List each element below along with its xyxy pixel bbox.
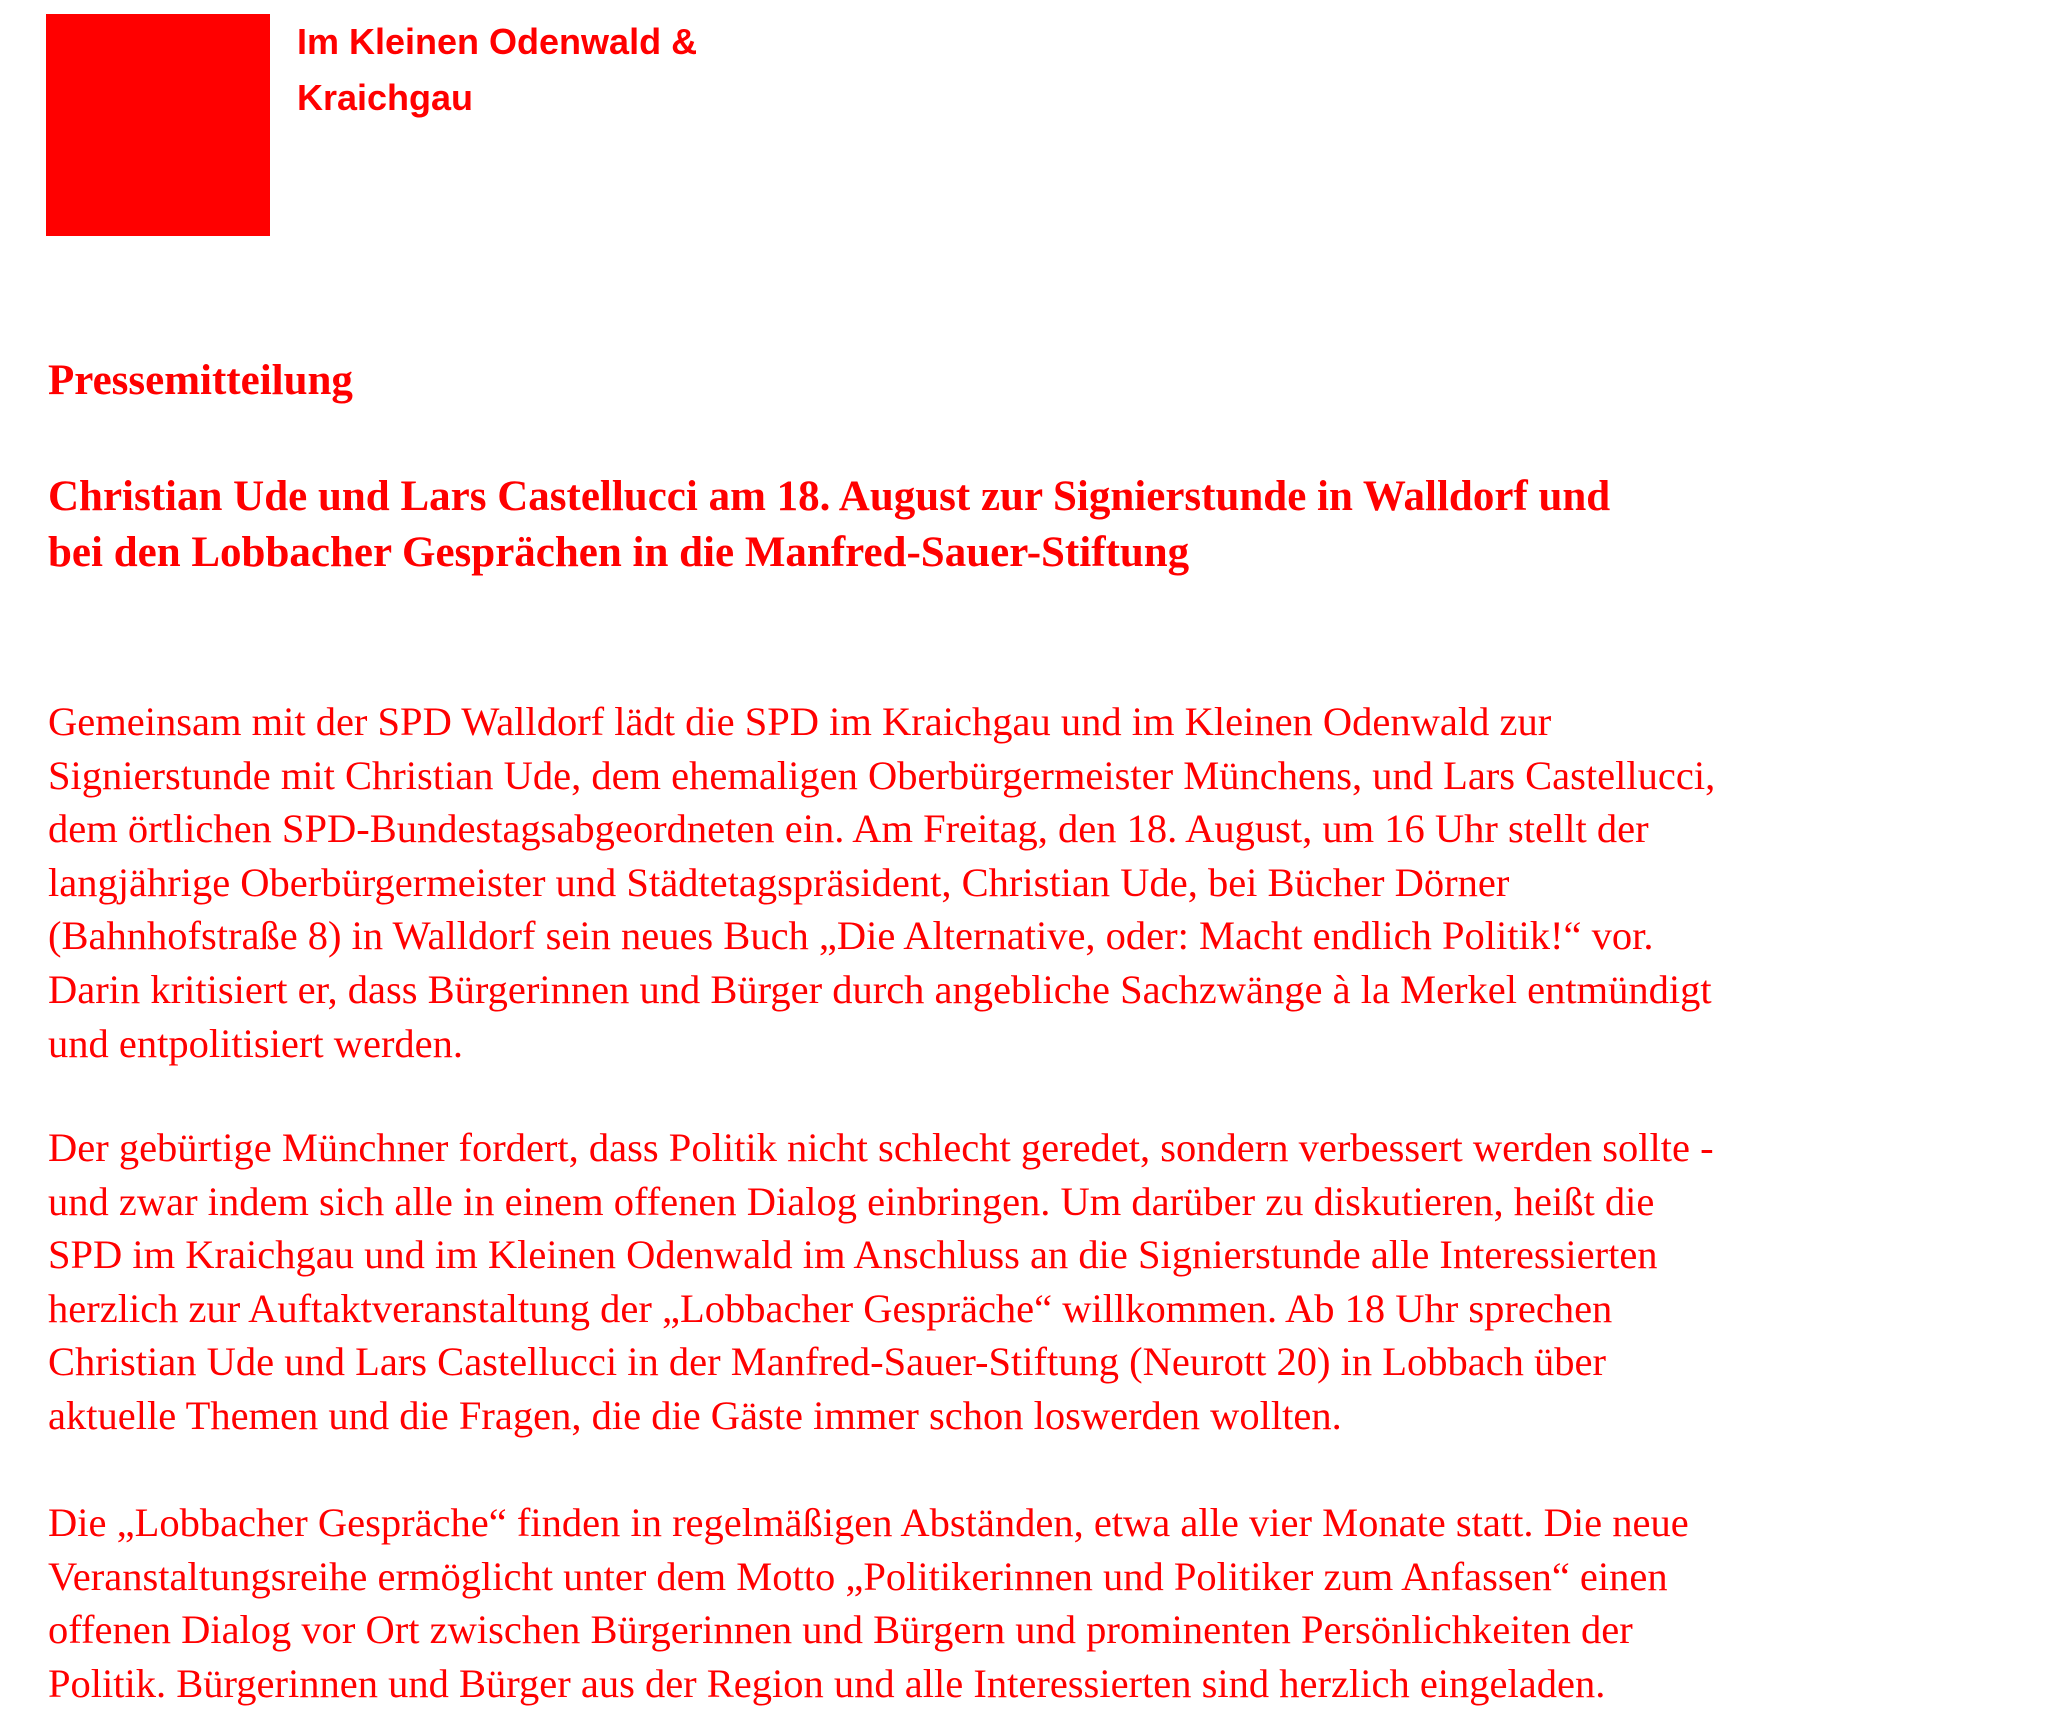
- paragraph-line: und entpolitisiert werden.: [48, 1020, 464, 1066]
- body-paragraph: [48, 1496, 1689, 1710]
- paragraph-line: Gemeinsam mit der SPD Walldorf lädt die SPD im Kraichgau und im Kleinen Odenwald zur: [48, 699, 1552, 744]
- headline-line: Christian Ude und Lars Castellucci am 18. August zur Signierstunde in Walldorf und: [48, 473, 1611, 520]
- paragraph-line: langjährige Oberbürgermeister und Städtetagspräsident, Christian Ude, bei Bücher Dörner: [48, 859, 1510, 905]
- organization-name-line: Im Kleinen Odenwald &: [297, 21, 698, 62]
- headline: [48, 469, 2008, 581]
- paragraph-line: dem örtlichen SPD-Bundestagsabgeordneten ein. Am Freitag, den 18. August, um 16 Uhr stellt der: [48, 806, 1649, 852]
- paragraph-line: SPD im Kraichgau und im Kleinen Odenwald im Anschluss an die Signierstunde alle Interessierten: [48, 1232, 1658, 1278]
- paragraph-line: herzlich zur Auftaktveranstaltung der „Lobbacher Gespräche“ willkommen. Ab 18 Uhr sprechen: [48, 1285, 1613, 1331]
- paragraph-line: Veranstaltungsreihe ermöglicht unter dem Motto „Politikerinnen und Politiker zum Anfassen“ einen: [48, 1553, 1668, 1599]
- paragraph-line: aktuelle Themen und die Fragen, die die Gäste immer schon loswerden wollten.: [48, 1392, 1342, 1438]
- press-release-label: Pressemitteilung: [48, 357, 353, 404]
- paragraph-line: Christian Ude und Lars Castellucci in der Manfred-Sauer-Stiftung (Neurott 20) in Lobbach über: [48, 1339, 1607, 1385]
- paragraph-line: Politik. Bürgerinnen und Bürger aus der Region und alle Interessierten sind herzlich eingeladen.: [48, 1660, 1606, 1706]
- paragraph-line: offenen Dialog vor Ort zwischen Bürgerinnen und Bürgern und prominenten Persönlichkeiten der: [48, 1607, 1633, 1653]
- paragraph-line: (Bahnhofstraße 8) in Walldorf sein neues Buch „Die Alternative, oder: Macht endlich Politik!“ vor.: [48, 913, 1654, 959]
- headline-line: bei den Lobbacher Gesprächen in die Manfred-Sauer-Stiftung: [48, 529, 1190, 576]
- logo-block: [46, 14, 270, 236]
- paragraph-line: Signierstunde mit Christian Ude, dem ehemaligen Oberbürgermeister Münchens, und Lars Castellucci,: [48, 752, 1716, 798]
- body-paragraph: [48, 695, 1715, 1070]
- organization-name: [297, 14, 697, 126]
- paragraph-line: Die „Lobbacher Gespräche“ finden in regelmäßigen Abständen, etwa alle vier Monate statt. Die neue: [48, 1500, 1689, 1545]
- paragraph-line: Darin kritisiert er, dass Bürgerinnen und Bürger durch angebliche Sachzwänge à la Merkel entmündigt: [48, 966, 1712, 1012]
- body-paragraph: [48, 1121, 1714, 1443]
- paragraph-line: Der gebürtige Münchner fordert, dass Politik nicht schlecht geredet, sondern verbessert werden sollte -: [48, 1125, 1714, 1170]
- paragraph-line: und zwar indem sich alle in einem offenen Dialog einbringen. Um darüber zu diskutieren, heißt die: [48, 1178, 1655, 1224]
- organization-name-line: Kraichgau: [297, 77, 474, 118]
